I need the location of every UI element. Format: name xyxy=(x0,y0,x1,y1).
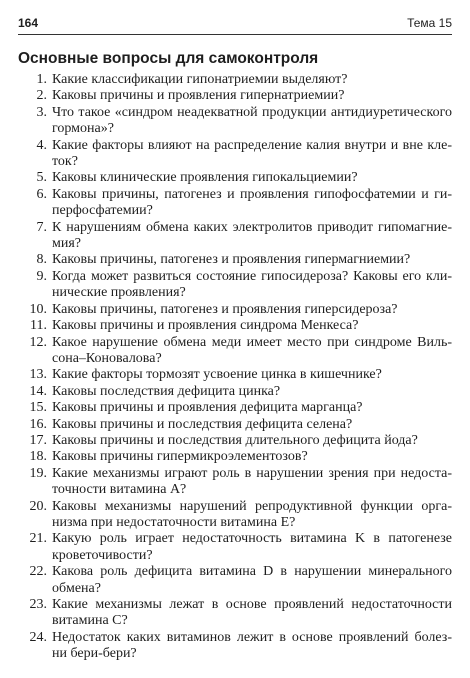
question-text-line: Какую роль играет недостаточность витамина K в патогенезе xyxy=(52,531,452,547)
question-number: 18. xyxy=(29,449,47,465)
question-number: 2. xyxy=(36,88,47,104)
question-item xyxy=(18,170,452,186)
question-list xyxy=(18,72,452,663)
question-item xyxy=(18,367,452,383)
question-number: 1. xyxy=(36,72,47,87)
question-item xyxy=(18,433,452,449)
question-item xyxy=(18,630,452,663)
question-item xyxy=(18,72,452,88)
question-text-line: Каковы причины гипермикроэлементозов? xyxy=(52,449,308,465)
question-number: 5. xyxy=(36,170,47,186)
question-item xyxy=(18,564,452,597)
question-item xyxy=(18,400,452,416)
question-text-line: сона–Коновалова? xyxy=(52,350,162,366)
question-number: 19. xyxy=(29,465,47,481)
question-item xyxy=(18,318,452,334)
topic-label: Тема 15 xyxy=(407,16,452,30)
question-text-line: Какие классификации гипонатриемии выделяют? xyxy=(52,72,348,87)
question-text-line: Каковы последствия дефицита цинка? xyxy=(52,383,281,399)
question-text-line: мия? xyxy=(52,236,82,252)
question-text-line: Каковы причины и проявления синдрома Менкеса? xyxy=(52,318,359,334)
question-text-line: Что такое «синдром неадекватной продукции антидиуретического xyxy=(52,104,452,120)
question-text-line: гормона»? xyxy=(52,121,114,137)
question-number: 11. xyxy=(30,318,47,334)
question-number: 22. xyxy=(29,564,47,580)
question-item xyxy=(18,531,452,564)
question-item xyxy=(18,499,452,532)
section-title: Основные вопросы для самоконтроля xyxy=(18,50,319,67)
question-text-line: Каковы клинические проявления гипокальциемии? xyxy=(52,170,358,186)
question-text-line: Какие механизмы лежат в основе проявлений недостаточности xyxy=(52,597,452,612)
question-text-line: К нарушениям обмена каких электролитов приводит гипомагние- xyxy=(52,219,452,235)
question-text-line: Каковы причины и последствия длительного дефицита йода? xyxy=(52,432,418,448)
question-text-line: Какие факторы тормозят усвоение цинка в кишечнике? xyxy=(52,367,382,383)
question-item xyxy=(18,384,452,400)
question-number: 12. xyxy=(29,334,47,350)
question-number: 6. xyxy=(36,186,47,202)
question-text-line: ни бери-бери? xyxy=(52,646,137,662)
question-text-line: Какова роль дефицита витамина D в нарушении минерального xyxy=(52,564,452,580)
question-number: 21. xyxy=(29,531,47,547)
question-text-line: кроветочивости? xyxy=(52,547,153,563)
question-item xyxy=(18,88,452,104)
question-text-line: витамина С? xyxy=(52,613,128,629)
question-text-line: Каковы причины и последствия дефицита селена? xyxy=(52,416,353,432)
question-item xyxy=(18,335,452,368)
question-number: 14. xyxy=(29,383,47,399)
question-number: 15. xyxy=(29,400,47,416)
question-item xyxy=(18,269,452,302)
question-item xyxy=(18,449,452,465)
question-number: 13. xyxy=(29,367,47,383)
question-number: 3. xyxy=(36,104,47,120)
question-item xyxy=(18,302,452,318)
question-text-line: Каковы причины, патогенез и проявления гипофосфатемии и ги- xyxy=(52,186,452,202)
question-number: 17. xyxy=(29,432,47,448)
question-text-line: Какие механизмы играют роль в нарушении зрения при недоста- xyxy=(52,465,452,481)
question-number: 8. xyxy=(36,252,47,268)
question-number: 16. xyxy=(29,416,47,432)
question-item xyxy=(18,105,452,138)
question-number: 9. xyxy=(36,268,47,284)
running-header xyxy=(18,12,452,35)
question-text-line: Недостаток каких витаминов лежит в основе проявлений болез- xyxy=(52,629,452,645)
question-number: 7. xyxy=(36,219,47,235)
question-text-line: нические проявления? xyxy=(52,285,186,301)
question-text-line: Каковы механизмы нарушений репродуктивной функции орга- xyxy=(52,498,452,514)
question-item xyxy=(18,138,452,171)
question-text-line: перфосфатемии? xyxy=(52,203,153,219)
question-item xyxy=(18,220,452,253)
question-text-line: Какое нарушение обмена меди имеет место при синдроме Виль- xyxy=(52,334,452,350)
question-item xyxy=(18,187,452,220)
question-item xyxy=(18,597,452,630)
question-number: 20. xyxy=(29,498,47,514)
question-number: 4. xyxy=(36,137,47,153)
question-number: 23. xyxy=(29,597,47,612)
question-text-line: Каковы причины и проявления гипернатриемии? xyxy=(52,88,345,104)
question-text-line: Каковы причины, патогенез и проявления гипермагниемии? xyxy=(52,252,411,268)
question-text-line: Когда может развиться состояние гипосидероза? Каковы его кли- xyxy=(52,268,452,284)
question-item xyxy=(18,252,452,268)
question-item xyxy=(18,417,452,433)
question-number: 24. xyxy=(29,629,47,645)
question-text-line: ток? xyxy=(52,154,78,170)
question-text-line: точности витамина А? xyxy=(52,482,187,498)
question-text-line: Какие факторы влияют на распределение калия внутри и вне кле- xyxy=(52,137,452,153)
page-number: 164 xyxy=(18,16,39,30)
question-item xyxy=(18,466,452,499)
question-text-line: обмена? xyxy=(52,580,101,596)
question-number: 10. xyxy=(29,301,47,317)
question-text-line: низма при недостаточности витамина Е? xyxy=(52,514,296,530)
question-text-line: Каковы причины, патогенез и проявления гиперсидероза? xyxy=(52,301,398,317)
question-text-line: Каковы причины и проявления дефицита марганца? xyxy=(52,400,363,416)
